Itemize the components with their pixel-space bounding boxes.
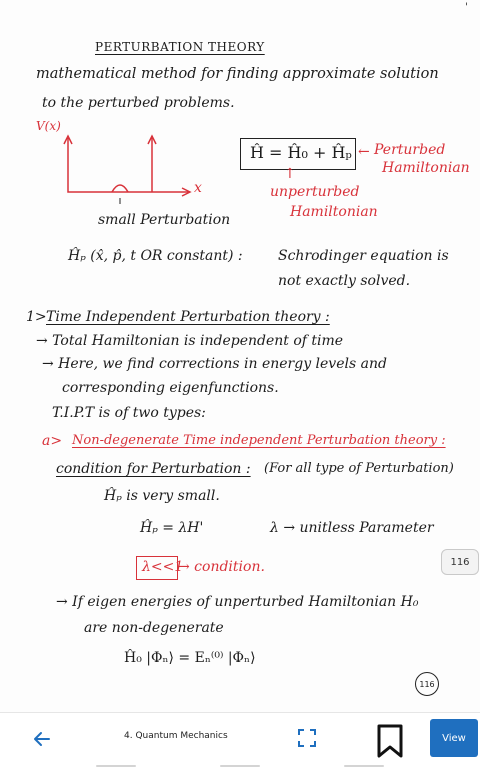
hamiltonian-equation: Ĥ = Ĥ₀ + Ĥₚ bbox=[250, 143, 352, 162]
unperturbed-arrow: ↑ bbox=[284, 166, 296, 182]
page-title: PERTURBATION THEORY bbox=[95, 40, 265, 54]
circled-page-number: 116 bbox=[415, 672, 439, 696]
bullet-2-continued: corresponding eigenfunctions. bbox=[62, 380, 279, 396]
sub-a-title: Non-degenerate Time independent Perturbation theory : bbox=[72, 433, 446, 448]
condition-note: (For all type of Perturbation) bbox=[264, 461, 454, 476]
bullet-3: → If eigen energies of unperturbed Hamiltonian H₀ bbox=[56, 594, 419, 610]
unperturbed-label-2: Hamiltonian bbox=[290, 204, 378, 220]
expand-icon[interactable] bbox=[296, 727, 318, 749]
bullet-2: → Here, we find corrections in energy levels and bbox=[42, 356, 387, 372]
intro-line-1: mathematical method for finding approximate solution bbox=[36, 66, 439, 82]
view-button[interactable]: View bbox=[430, 719, 478, 757]
bullet-3-continued: are non-degenerate bbox=[84, 620, 224, 636]
intro-line-2: to the perturbed problems. bbox=[42, 95, 235, 111]
bullet-1: → Total Hamiltonian is independent of time bbox=[36, 333, 344, 349]
unperturbed-label-1: unperturbed bbox=[270, 184, 360, 200]
condition-label: → condition. bbox=[178, 559, 265, 575]
potential-graph bbox=[40, 128, 220, 208]
hp-dependence: Ĥₚ (x̂, p̂, t OR constant) : bbox=[68, 248, 243, 264]
section-1-title: Time Independent Perturbation theory : bbox=[46, 309, 330, 325]
lambda-note: λ → unitless Parameter bbox=[270, 520, 434, 536]
bottom-bar bbox=[0, 712, 480, 769]
perturbed-arrow: ← bbox=[358, 144, 370, 160]
lambda-condition: λ<<1 bbox=[142, 559, 184, 575]
hp-lambda-equation: Ĥₚ = λH' bbox=[140, 520, 204, 536]
condition-heading: condition for Perturbation : bbox=[56, 461, 251, 477]
page-number-badge: 116 bbox=[441, 549, 479, 575]
nav-indicator bbox=[96, 765, 136, 767]
graph-caption: small Perturbation bbox=[98, 212, 231, 228]
perturbed-label-2: Hamiltonian bbox=[382, 160, 470, 176]
page-mark: ' bbox=[465, 2, 468, 13]
nav-indicator bbox=[344, 765, 384, 767]
schrodinger-line-1: Schrodinger equation is bbox=[278, 248, 449, 264]
tipt-types: T.I.P.T is of two types: bbox=[52, 405, 206, 421]
hp-very-small: Ĥₚ is very small. bbox=[104, 488, 220, 504]
schrodinger-line-2: not exactly solved. bbox=[278, 273, 411, 289]
section-1-number: 1> bbox=[26, 309, 47, 325]
arrow-left-icon[interactable] bbox=[30, 727, 54, 751]
perturbed-label-1: Perturbed bbox=[374, 142, 446, 158]
sub-a-number: a> bbox=[42, 433, 63, 449]
graph-y-label: V(x) bbox=[36, 119, 61, 133]
graph-x-label: x bbox=[194, 180, 202, 196]
bookmark-icon[interactable] bbox=[374, 723, 406, 759]
eigen-equation: Ĥ₀ |Φₙ⟩ = Eₙ⁽⁰⁾ |Φₙ⟩ bbox=[124, 650, 256, 666]
document-title: 4. Quantum Mechanics bbox=[124, 731, 228, 741]
nav-indicator bbox=[220, 765, 260, 767]
